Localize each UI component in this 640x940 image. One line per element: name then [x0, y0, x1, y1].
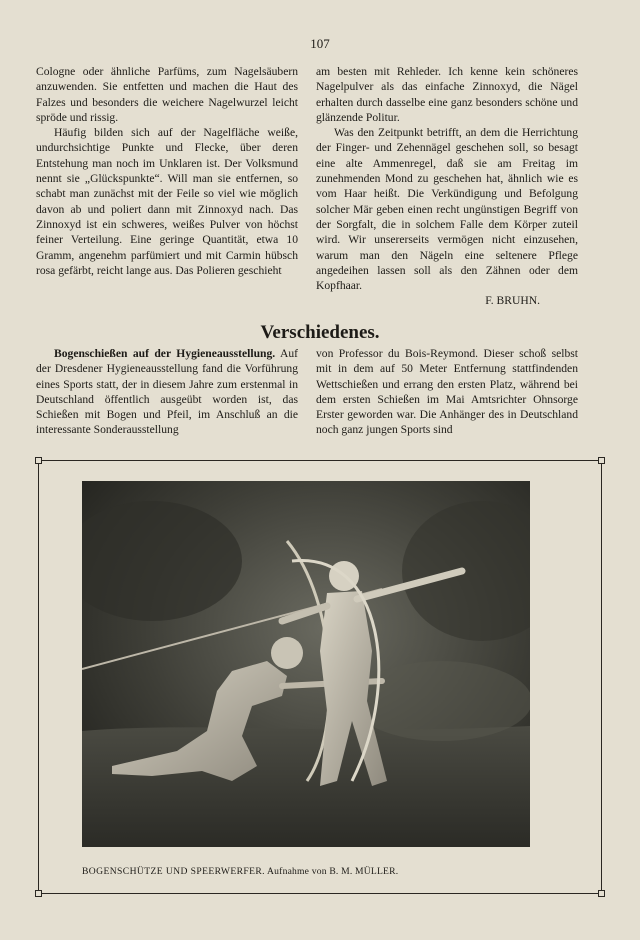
paragraph: Was den Zeitpunkt betrifft, an dem die Herrichtung der Finger- und Zehennägel geschehen soll, so besagt eine alte Ammenregel, daß sie am Freitag im zunehmenden Mond zu geschehen hat, ähnlich wie es vom Haar heißt. Die Verkündigung und Befolgung solcher Mär geben einen recht ungünstigen Begriff von der Sorgfalt, die in solchem Falle dem Körper zuteil wird. Wir unsererseits vermögen nicht einzusehen, warum man den Nägeln eine seltenere Pflege angedeihen lassen soll als den Zähnen oder dem Kopfhaar.: [316, 126, 578, 293]
article-title: Bogenschießen auf der Hygieneausstellung.: [54, 347, 276, 360]
caption-title: BOGENSCHÜTZE UND SPEERWERFER.: [82, 866, 265, 877]
frame-corner: [598, 890, 605, 897]
frame-corner: [598, 457, 605, 464]
photograph: [82, 481, 530, 847]
paragraph: [36, 346, 298, 438]
paragraph: am besten mit Rehleder. Ich kenne kein schöneres Nagelpulver als das einfache Zinnoxyd, die Nägel erhalten durch dasselbe eine ganz besonders schöne und glänzende Politur.: [316, 65, 578, 124]
top-right-column: [316, 64, 578, 309]
author-signature: F. BRUHN.: [485, 294, 540, 308]
caption-credit: Aufnahme von B. M. MÜLLER.: [267, 866, 399, 877]
paragraph: Cologne oder ähnliche Parfüms, zum Nagelsäubern anzuwenden. Sie entfetten und machen die Haut des Falzes und besonders die weichere Nagelwurzel leicht spröde und rissig.: [36, 65, 298, 124]
page-number: 107: [310, 36, 330, 51]
photograph-image: [82, 481, 530, 847]
paragraph: von Professor du Bois-Reymond. Dieser schoß selbst mit in dem auf 50 Meter Entfernung stattfindenden Wettschießen und errang den ersten Platz, während bei dem ersten Schießen im Mai Amtsrichter Ohnsorge Erster geworden war. Die Anhänger des in Deutschland noch ganz jungen Sports sind: [316, 347, 578, 437]
article-right-column: [316, 346, 578, 438]
paragraph: Häufig bilden sich auf der Nagelfläche weiße, undurchsichtige Punkte und Flecke, über deren Entstehung man noch im Unklaren ist. Der Volksmund nennt sie „Glückspunkte“. Will man sie entfernen, so schabt man zunächst mit der Feile so viel wie möglich davon ab und poliert dann mit Zinnoxyd nach. Das Zinnoxyd ist ein schweres, weißes Pulver von höchst feiner Verteilung. Eine geringe Quantität, etwa 10 Gramm, angenehm parfümiert und mit Carmin hübsch rosa gefärbt, reicht lange aus. Das Polieren geschieht: [36, 126, 298, 277]
article-text: Auf der Dresdener Hygieneausstellung fand die Vorführung eines Sports statt, der in diesem Jahre zum erstenmal in Deutschland öffentlich ausgeübt worden ist, das Schießen mit Bogen und Pfeil, im Anschluß an die interessante Sonderausstellung: [36, 347, 298, 437]
article-left-column: [36, 346, 298, 438]
frame-corner: [35, 457, 42, 464]
section-heading: Verschiedenes.: [260, 322, 380, 343]
frame-corner: [35, 890, 42, 897]
figure-caption: [82, 866, 552, 877]
top-left-column: [36, 64, 298, 278]
